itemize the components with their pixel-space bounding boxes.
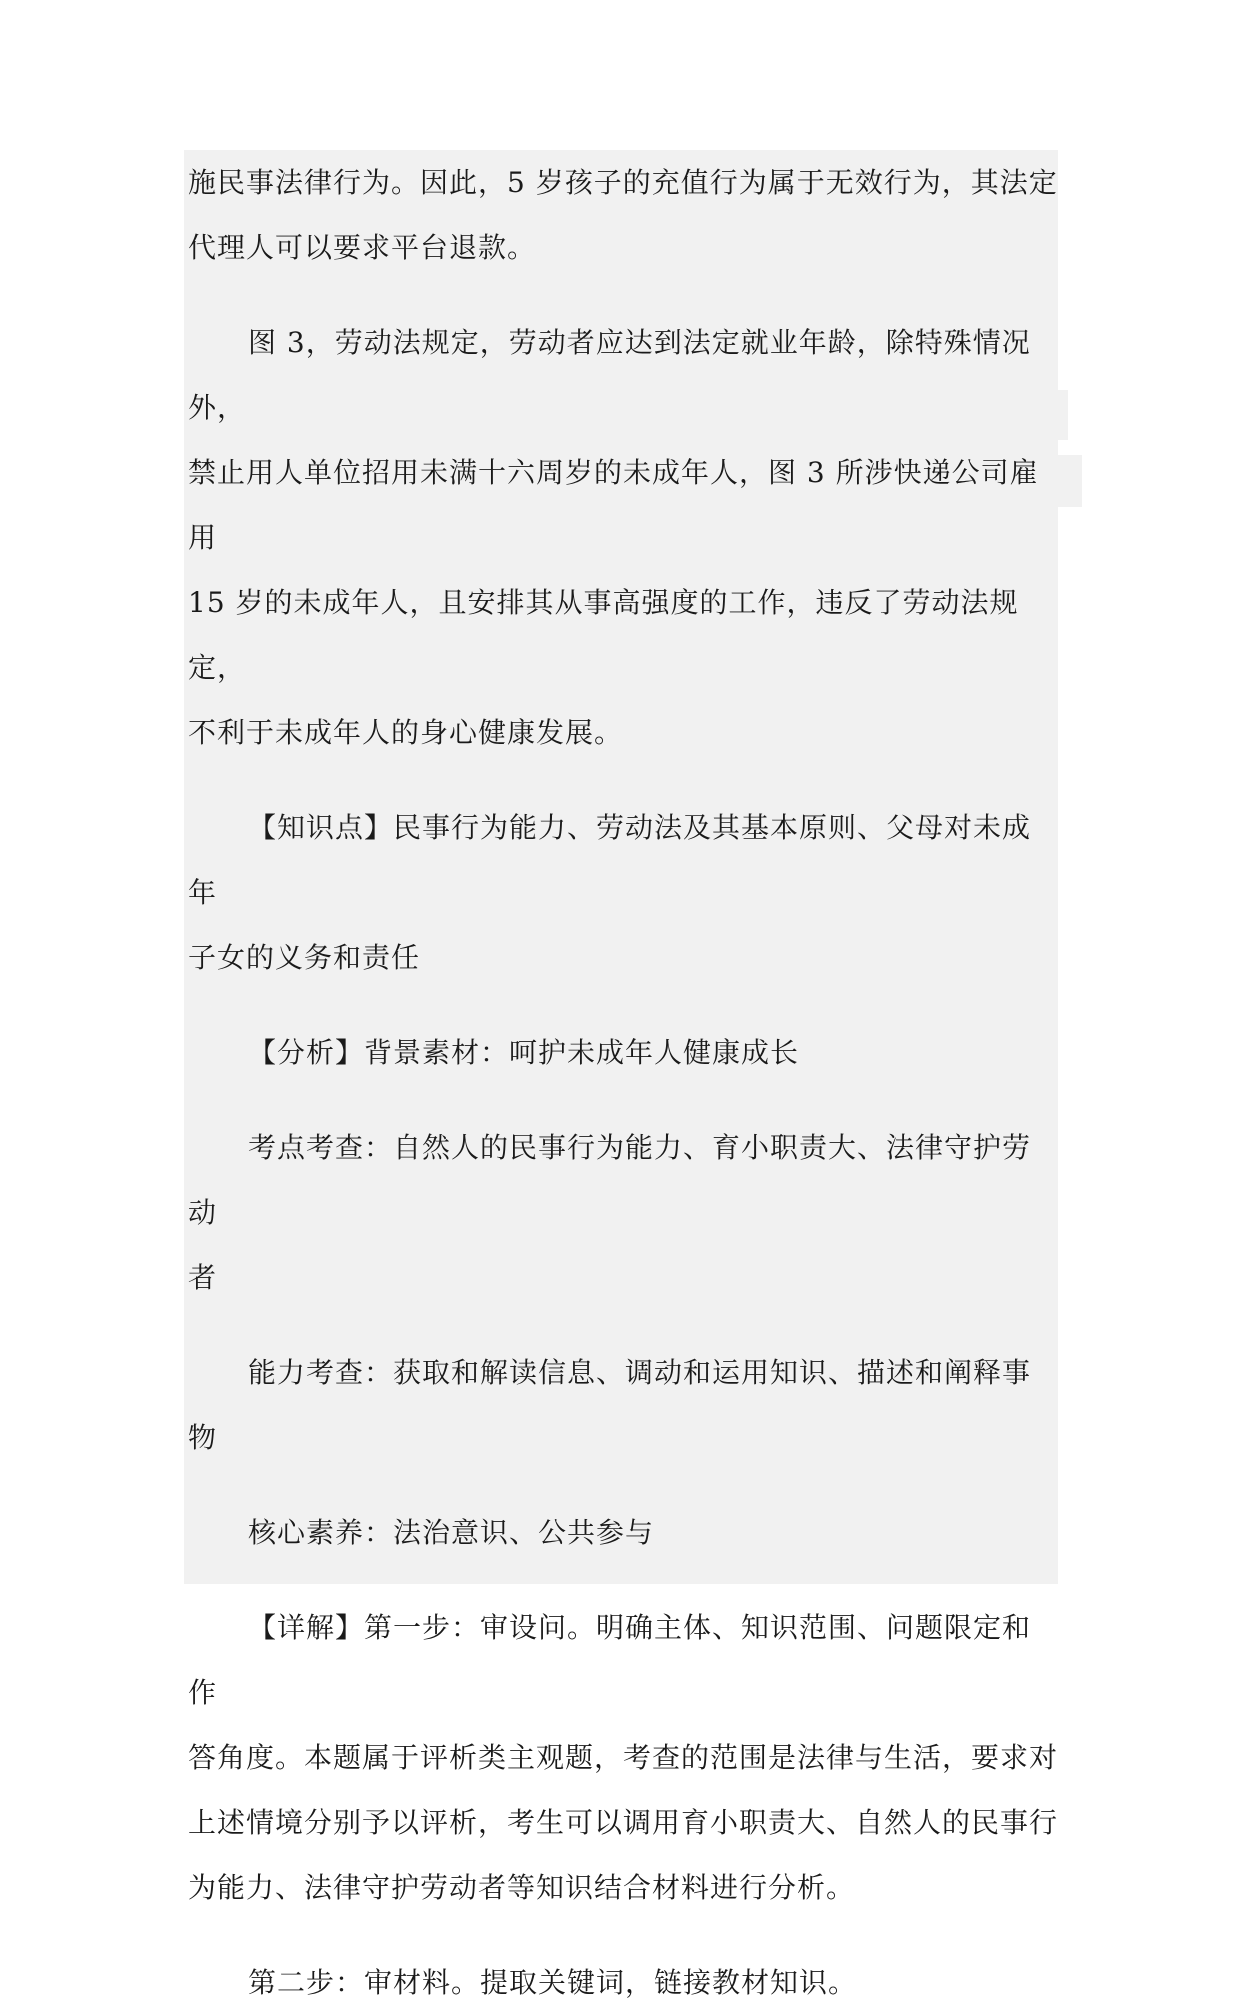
text-line: 【分析】背景素材：呵护未成年人健康成长 <box>248 1036 800 1069</box>
text-highlight-edge <box>1058 390 1068 440</box>
paragraph-detailed-explanation <box>188 1595 1058 1920</box>
text-line: 子女的义务和责任 <box>188 941 421 974</box>
text-line: 为能力、法律守护劳动者等知识结合材料进行分析。 <box>188 1871 856 1904</box>
text-line: 不利于未成年人的身心健康发展。 <box>188 716 624 749</box>
paragraph-conclusion <box>188 150 1058 280</box>
paragraph-step-two <box>188 1950 1058 2015</box>
text-line: 上述情境分别予以评析，考生可以调用育小职责大、自然人的民事行 <box>188 1806 1059 1839</box>
paragraph-ability <box>188 1340 1058 1470</box>
text-line: 【知识点】民事行为能力、劳动法及其基本原则、父母对未成年 <box>188 811 1032 909</box>
text-line: 核心素养：法治意识、公共参与 <box>248 1516 655 1549</box>
text-line: 答角度。本题属于评析类主观题，考查的范围是法律与生活，要求对 <box>188 1741 1059 1774</box>
text-line: 禁止用人单位招用未满十六周岁的未成年人，图 3 所涉快递公司雇用 <box>188 456 1039 554</box>
text-line: 能力考查：获取和解读信息、调动和运用知识、描述和阐释事物 <box>188 1356 1032 1454</box>
paragraph-exam-points <box>188 1115 1058 1310</box>
paragraph-core-literacy <box>188 1500 1058 1565</box>
text-line: 【详解】第一步：审设问。明确主体、知识范围、问题限定和作 <box>188 1611 1032 1709</box>
text-line: 图 3，劳动法规定，劳动者应达到法定就业年龄，除特殊情况外， <box>188 326 1031 424</box>
text-highlight-edge <box>1058 455 1082 507</box>
document-body <box>188 150 1058 2015</box>
text-line: 代理人可以要求平台退款。 <box>188 231 537 264</box>
paragraph-analysis <box>188 1020 1058 1085</box>
text-line: 考点考查：自然人的民事行为能力、育小职责大、法律守护劳动 <box>188 1131 1032 1229</box>
text-line: 15 岁的未成年人，且安排其从事高强度的工作，违反了劳动法规定， <box>188 586 1019 684</box>
text-line: 者 <box>188 1261 218 1294</box>
text-line: 第二步：审材料。提取关键词，链接教材知识。 <box>248 1966 858 1999</box>
paragraph-knowledge-points <box>188 795 1058 990</box>
text-line: 施民事法律行为。因此，5 岁孩子的充值行为属于无效行为，其法定 <box>188 166 1058 199</box>
paragraph-figure-3 <box>188 310 1058 765</box>
